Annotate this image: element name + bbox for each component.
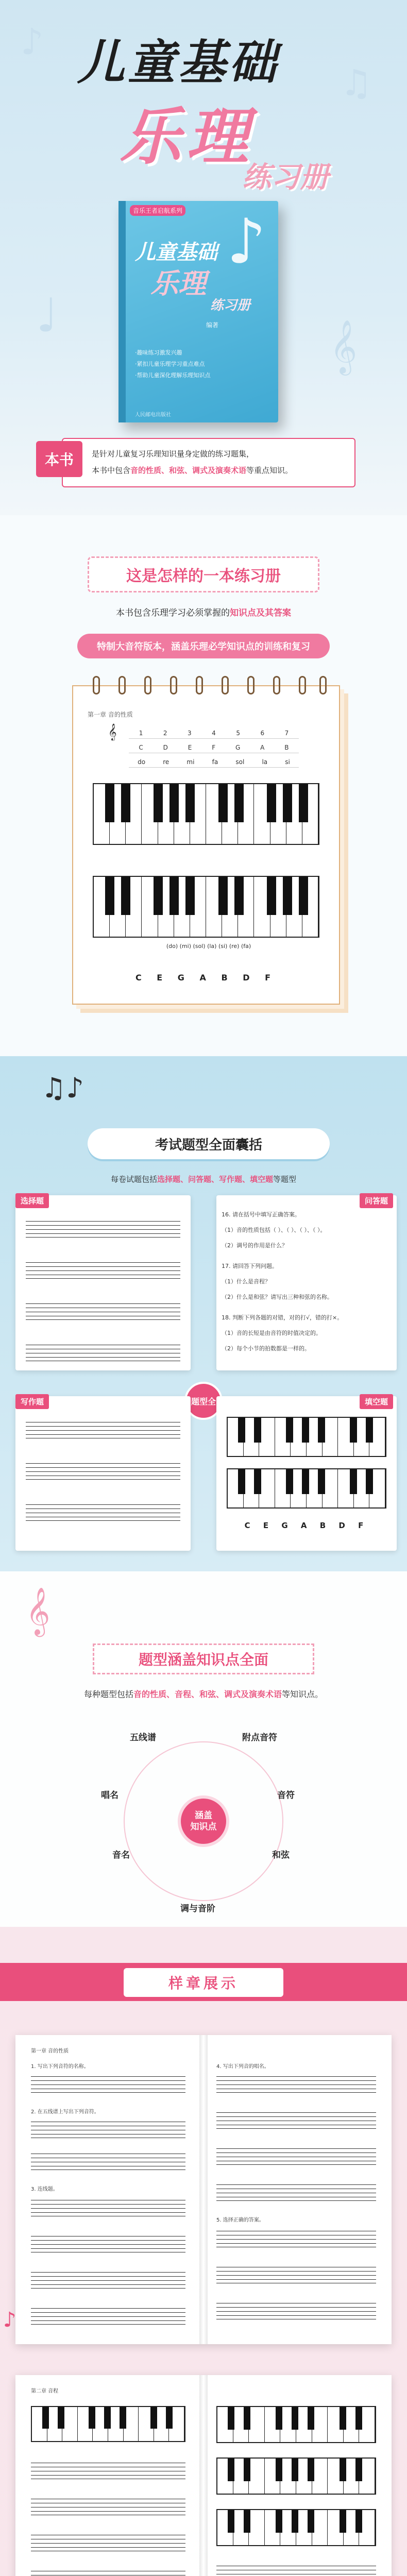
qa-line: （1）音的长短是由音符的时值决定的。	[222, 1330, 321, 1336]
treble-clef-icon: 𝄞	[330, 319, 358, 374]
staff-lines	[31, 2272, 185, 2289]
qa-line: （2）每个小节的拍数都是一样的。	[222, 1345, 310, 1352]
question-types-badge: 题型全	[184, 1382, 223, 1420]
notebook-ring	[222, 676, 229, 694]
staff-lines	[216, 2148, 376, 2165]
section-title-box	[93, 1643, 314, 1674]
question-label: 5. 选择正确的答案。	[216, 2217, 264, 2223]
staff-lines	[31, 2571, 185, 2576]
staff-lines	[31, 2122, 185, 2138]
grid-row-letters: C D E F G A B	[129, 742, 299, 753]
book-title1: 儿童基础	[135, 241, 217, 264]
book-title3: 练习册	[210, 298, 251, 313]
book-spine	[118, 201, 126, 422]
question-types-section	[0, 1056, 407, 1571]
choice-tag: 选择题	[15, 1193, 49, 1208]
spread-gutter	[199, 2035, 208, 2344]
notebook-ring	[273, 676, 280, 694]
book-series-tag: 音乐王者启航系列	[130, 205, 185, 216]
music-notes-icon: ♫♪	[41, 1072, 84, 1104]
intro-box	[62, 438, 355, 487]
question-label: 4. 写出下列音的唱名。	[216, 2064, 269, 2070]
book-publisher: 人民邮电出版社	[135, 412, 171, 418]
desc-highlight: 知识点及其答案	[230, 608, 291, 618]
qa-line: （1）什么是音程？	[222, 1278, 270, 1285]
staff-lines	[26, 1463, 180, 1480]
staff-lines	[31, 2236, 185, 2252]
section-desc: 每卷试题包括选择题、问答题、写作题、填空题等题型	[110, 1175, 297, 1184]
section-title: 考试题型全面囊括	[155, 1137, 262, 1153]
music-note-icon: ♩	[36, 289, 58, 343]
fill-tag: 填空题	[360, 1394, 393, 1409]
staff-lines	[31, 2535, 185, 2551]
notebook-chapter-head: 第一章 音的性质	[88, 711, 133, 718]
section-desc: 每种题型包括音的性质、音程、和弦、调式及演奏术语等知识点。	[83, 1689, 324, 1699]
notebook-ring	[144, 676, 151, 694]
intro-line2-prefix: 本书中包含	[92, 466, 131, 475]
staff-lines	[26, 1345, 180, 1361]
knowledge-node: 音名	[112, 1850, 130, 1860]
piano-keyboard	[227, 1417, 386, 1457]
notebook-ring	[93, 676, 100, 694]
question-label: 3. 连线题。	[31, 2187, 58, 2192]
qa-tag: 问答题	[360, 1193, 393, 1208]
book-bullet: ·紧扣儿童乐理学习重点难点	[135, 361, 205, 367]
staff-lines	[216, 2566, 376, 2576]
section-banner	[88, 1128, 330, 1159]
notebook-ring	[319, 676, 327, 694]
qa-line: 18. 判断下列各题的对错，对的打√，错的打×。	[222, 1314, 343, 1321]
piano-keyboard	[216, 2509, 376, 2546]
feature-ribbon: 特制大音符版本，涵盖乐理必学知识点的训练和复习	[77, 634, 330, 658]
knowledge-node: 五线谱	[130, 1733, 156, 1743]
staff-lines	[31, 2200, 185, 2216]
staff-lines	[216, 2076, 376, 2093]
staff-lines	[216, 2267, 376, 2283]
qa-line: （2）调号的作用是什么？	[222, 1242, 287, 1249]
book-author: 编著	[206, 321, 219, 329]
music-note-icon: ♫	[340, 62, 372, 104]
notebook-ring	[247, 676, 255, 694]
fill-note-letters: C E G A B D F	[244, 1521, 369, 1530]
hero-title-line3: 练习册	[242, 161, 329, 194]
staff-lines	[216, 2303, 376, 2319]
note-syllables: (do) (mi) (sol) (la) (si) (re) (fa)	[166, 943, 251, 950]
staff-lines	[31, 2499, 185, 2515]
intro-line2-highlight: 音的性质、和弦、调式及演奏术语	[130, 466, 247, 475]
notebook-ring	[299, 676, 306, 694]
spread-gutter	[199, 2375, 208, 2576]
qa-line: （2）什么是和弦？请写出三种和弦的名称。	[222, 1294, 333, 1300]
treble-clef-icon: 𝄞	[108, 723, 117, 740]
staff-lines	[216, 2112, 376, 2129]
qa-line: 17. 请回答下列问题。	[222, 1263, 278, 1269]
grid-row-numbers: 1 2 3 4 5 6 7	[129, 727, 299, 739]
music-note-icon: ♪	[227, 206, 266, 278]
book-overview-section	[0, 515, 407, 1056]
knowledge-node: 和弦	[272, 1850, 290, 1860]
staff-lines	[26, 1221, 180, 1238]
staff-lines	[26, 1422, 180, 1438]
piano-keyboard	[216, 2458, 376, 2495]
desc-prefix: 本书包含乐理学习必须掌握的	[116, 608, 230, 618]
section-title: 这是怎样的一本练习册	[126, 567, 281, 585]
staff-lines	[31, 2463, 185, 2479]
piano-keyboard	[216, 2406, 376, 2443]
page-label: 第二章 音程	[31, 2388, 59, 2394]
book-title2: 乐理	[150, 267, 206, 300]
hero-section	[0, 0, 407, 515]
book-bullet: ·趣味练习激发兴趣	[135, 349, 182, 356]
piano-keyboard	[93, 783, 319, 845]
section-title-box	[88, 556, 319, 592]
piano-keyboard	[93, 876, 319, 938]
knowledge-points-section	[0, 1571, 407, 1927]
knowledge-node: 唱名	[101, 1790, 118, 1801]
question-label: 1. 写出下列音符的名称。	[31, 2064, 89, 2070]
intro-line2	[92, 465, 293, 476]
knowledge-node: 附点音符	[242, 1733, 277, 1743]
staff-lines	[31, 2154, 185, 2170]
knowledge-hub: 涵盖 知识点	[178, 1795, 229, 1847]
section-title: 样章展示	[168, 1975, 239, 1992]
sample-pages-section	[0, 1927, 407, 2576]
music-note-icon: ♪	[3, 2308, 16, 2332]
staff-lines	[216, 2184, 376, 2201]
writing-tag: 写作题	[15, 1394, 49, 1409]
staff-lines	[26, 1262, 180, 1279]
knowledge-node: 音符	[277, 1790, 295, 1801]
knowledge-node: 调与音阶	[180, 1904, 215, 1914]
hero-title-line2: 乐理	[120, 101, 253, 173]
qa-line: 16. 请在括号中填写正确答案。	[222, 1211, 300, 1218]
music-note-icon: ♪	[21, 21, 44, 63]
note-letters: C E G A B D F	[135, 973, 277, 982]
qa-line: （1）音的性质包括（ ）、（ ）、（ ）、（ ）。	[222, 1227, 326, 1233]
notebook-ring	[170, 676, 177, 694]
staff-lines	[26, 1303, 180, 1320]
piano-keyboard	[31, 2406, 185, 2442]
book-bullet: ·帮助儿童深化理解乐理知识点	[135, 372, 211, 379]
staff-lines	[26, 1504, 180, 1521]
grid-row-syllables: do re mi fa sol la si	[129, 756, 299, 768]
treble-clef-icon: 𝄞	[26, 1587, 50, 1635]
section-desc	[0, 605, 407, 618]
staff-lines	[31, 2308, 185, 2325]
staff-lines	[31, 2076, 185, 2093]
intro-label: 本书	[36, 441, 82, 477]
question-label: 2. 在五线谱上写出下列音符。	[31, 2109, 99, 2115]
hero-title-line1: 儿童基础	[77, 35, 280, 90]
section-title-box	[124, 1968, 283, 1997]
intro-line2-suffix: 等重点知识。	[246, 466, 293, 475]
staff-lines	[216, 2231, 376, 2247]
piano-keyboard	[227, 1468, 386, 1509]
notebook-ring	[118, 676, 126, 694]
section-title: 题型涵盖知识点全面	[138, 1651, 268, 1668]
intro-line1: 是针对儿童复习乐理知识量身定做的练习题集，	[92, 449, 255, 459]
notebook-ring	[196, 676, 203, 694]
page-label: 第一章 音的性质	[31, 2048, 69, 2054]
